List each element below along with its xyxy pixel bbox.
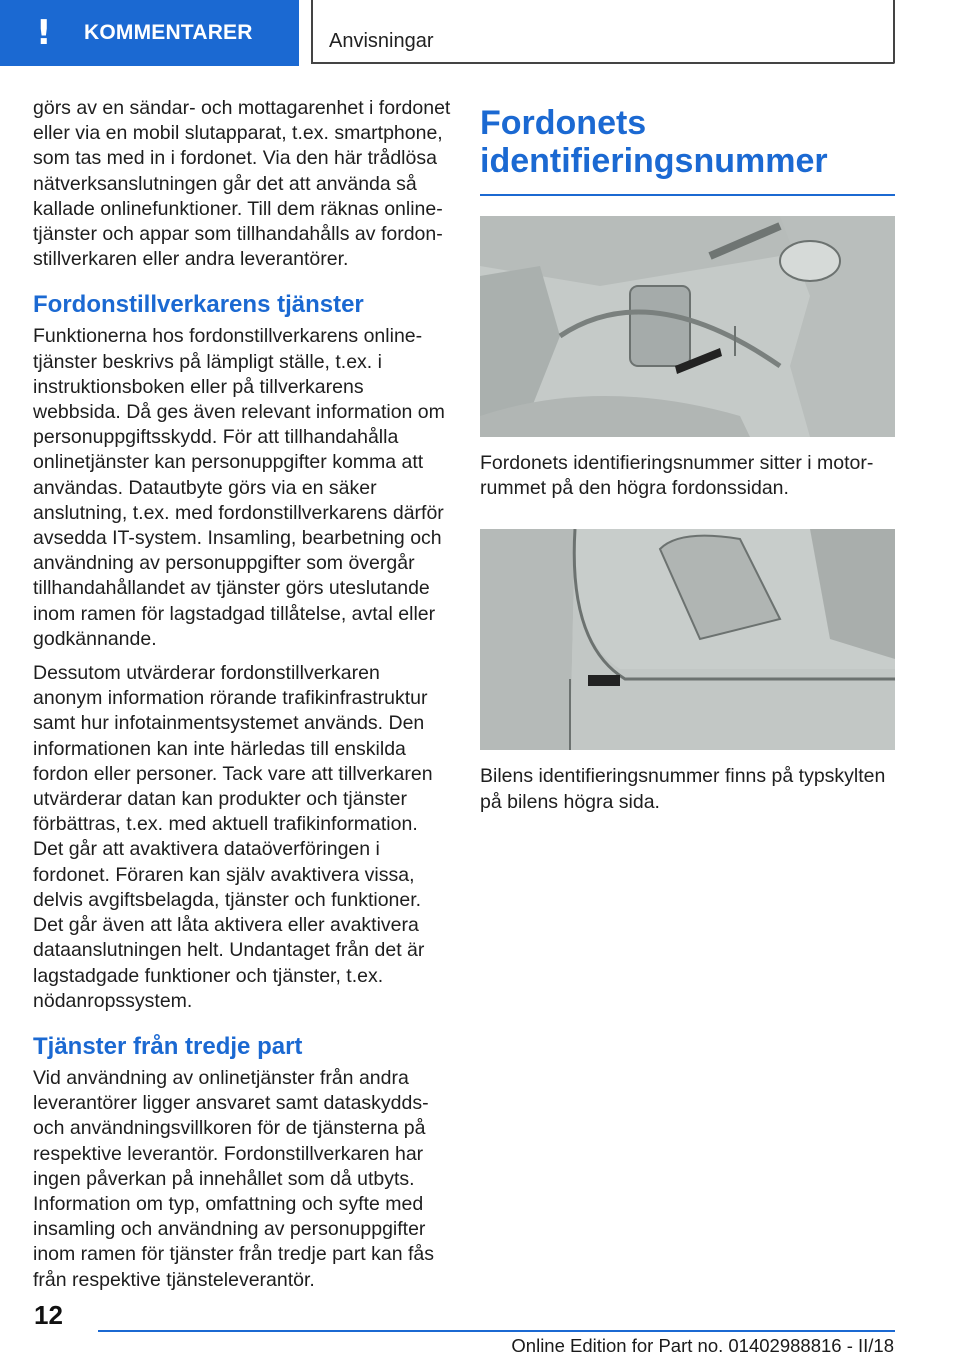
door-sill-image [480, 529, 895, 750]
engine-bay-image [480, 216, 895, 437]
header-section-label: Anvisningar [329, 30, 434, 52]
left-column [33, 96, 451, 1302]
page-number: 12 [34, 1300, 63, 1330]
right-column [480, 100, 895, 815]
footer-edition-text: Online Edition for Part no. 01402988816 - II/18 [511, 1335, 894, 1356]
footer-divider [98, 1330, 895, 1332]
figure1-caption: Fordonets identifieringsnummer sitter i motorrummet på den högra fordonssidan. [480, 452, 874, 500]
header-tab-label: KOMMENTARER [84, 21, 253, 44]
section-heading-third-party: Tjänster från tredje part [33, 1032, 303, 1060]
section-heading-manufacturer-services: Fordonstillverkarens tjänster [33, 291, 364, 319]
title-divider [480, 194, 895, 196]
section1-paragraph-1: Funktionerna hos fordonstillverkarens onlinetjänster beskrivs på lämpligt ställe, t.ex. i instruktionsboken eller på tillverkarens webbsida. Då ges även relevant information om personuppgiftsskydd. För att tillhandahålla onlinetjänster kan personuppgifter komma att användas. Datautbyte görs via en säker anslutning, t.ex. med fordonstillverkarens därför avsedda IT-system. Insamling, bearbetning och användning av personuppgifter som övergår tillhandahållandet av tjänster görs uteslutande inom ramen för lagstadgad tillåtelse, avtal eller godkännande. [33, 325, 445, 650]
intro-paragraph: görs av en sändar- och mottagarenhet i fordonet eller via en mobil slutapparat, t.ex. smartphone, som tas med in i fordonet. Via den här trådlösa nätverksanslutningen går det att använda så kallade onlinefunktioner. Till dem räknas onlinetjänster och appar som tillhandahålls av fordonstillverkaren eller andra leverantörer. [33, 97, 451, 271]
figure2-caption: Bilens identifieringsnummer finns på typskylten på bilens högra sida. [480, 765, 886, 813]
section2-paragraph-1: Vid användning av onlinetjänster från andra leverantörer ligger ansvaret samt dataskydds- och användningsvillkoren för de tjänsterna på respektive leverantör. Fordonstillverkaren har ingen påverkan på innehållet som då utbyts. Information om typ, omfattning och syfte med insamling och användning av personuppgifter inom ramen för tjänster från tredje part kan fås från respektive tjänsteleverantör. [33, 1066, 435, 1291]
header-tab [0, 0, 299, 66]
header-section-box [311, 0, 895, 64]
page-title: Fordonets identifieringsnummer [480, 104, 828, 180]
section1-paragraph-2: Dessutom utvärderar fordonstillverkaren anonym information rörande trafikinfrastruktur samt hur infotainmentsystemet används. Den informationen kan inte härledas till enskilda fordon eller personer. Tack vare att tillverkaren utvärderar datan kan produkter och tjänster förbättras, t.ex. med aktuell trafikinformation. Det går att avaktivera dataöverföringen i fordonet. Föraren kan själv avaktivera vissa, delvis avgiftsbelagda, tjänster och funktioner. Det går även att låta aktivera eller avaktivera dataanslutningen helt. Undantaget från det är lagstadgade funktioner och tjänster, t.ex. nödanropssystem. [33, 662, 433, 1012]
exclamation-icon: ! [36, 13, 52, 53]
